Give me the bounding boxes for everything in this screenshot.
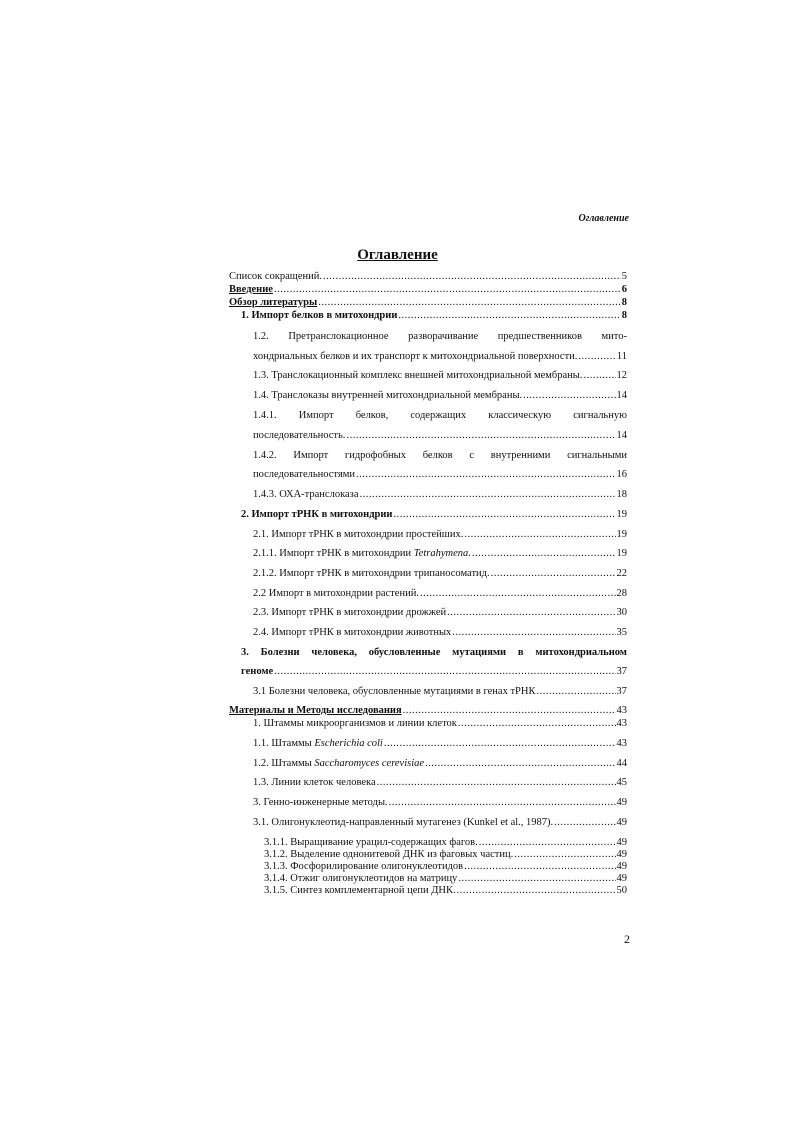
toc-entry: 3.1. Олигонуклеотид-направленный мутагенез (Kunkel et al., 1987). ..... 49 — [253, 816, 627, 829]
toc-entry: 3.1.3. Фосфорилирование олигонуклеотидов ..... 49 — [264, 860, 627, 873]
toc-entry: хондриальных белков и их транспорт к митохондриальной поверхности. ..... 11 — [253, 350, 627, 363]
page-number: 2 — [624, 932, 630, 946]
toc-entry: 1. Штаммы микроорганизмов и линии клеток ..... 43 — [253, 717, 627, 730]
toc-entry: 3.1.2. Выделение однонитевой ДНК из фаговых частиц. ..... 49 — [264, 848, 627, 861]
toc-entry: 1.3. Транслокационный комплекс внешней митохондриальной мембраны. ..... 12 — [253, 369, 627, 382]
toc-entry: 1.2. Штаммы Saccharomyces cerevisiae ..... 44 — [253, 757, 627, 770]
toc-entry: последовательность. ..... 14 — [253, 429, 627, 442]
toc-entry-line: 1.4.2. Импорт гидрофобных белков с внутренними сигнальными — [253, 450, 627, 461]
toc-entry: Введение ..... 6 — [229, 283, 627, 296]
toc-entry: 1.4.3. ОХА-транслоказа ..... 18 — [253, 488, 627, 501]
toc-entry: Обзор литературы ..... 8 — [229, 296, 627, 309]
toc-entry: последовательностями ..... 16 — [253, 468, 627, 481]
toc-entry: 2.2 Импорт в митохондрии растений. ..... 28 — [253, 587, 627, 600]
toc-entry: 2.1. Импорт тРНК в митохондрии простейших. ..... 19 — [253, 528, 627, 541]
toc-entry: Список сокращений. ..... 5 — [229, 270, 627, 283]
toc-entry: 2.1.1. Импорт тРНК в митохондрии Tetrahymena. ..... 19 — [253, 547, 627, 560]
toc-entry: 3.1.1. Выращивание урацил-содержащих фагов. ..... 49 — [264, 836, 627, 849]
toc-entry: геноме ..... 37 — [241, 665, 627, 678]
toc-entry: 1.1. Штаммы Escherichia coli ..... 43 — [253, 737, 627, 750]
toc-entry-line: 3. Болезни человека, обусловленные мутациями в митохондриальном — [241, 647, 627, 658]
toc-entry: 3.1.5. Синтез комплементарной цепи ДНК. ..... 50 — [264, 884, 627, 897]
toc-entry-line: 1.2. Претранслокационное разворачивание предшественников мито- — [253, 331, 627, 342]
toc-entry: 1.3. Линии клеток человека ..... 45 — [253, 776, 627, 789]
toc-entry: 2.1.2. Импорт тРНК в митохондрии трипаносоматид. ..... 22 — [253, 567, 627, 580]
toc-entry: 3.1.4. Отжиг олигонуклеотидов на матрицу ..... 49 — [264, 872, 627, 885]
page-title: Оглавление — [357, 247, 438, 263]
toc-entry-line: 1.4.1. Импорт белков, содержащих классическую сигнальную — [253, 410, 627, 421]
toc-entry: 2.4. Импорт тРНК в митохондрии животных ..... 35 — [253, 626, 627, 639]
toc-entry: 1.4. Транслоказы внутренней митохондриальной мембраны. ..... 14 — [253, 389, 627, 402]
toc-entry: 2. Импорт тРНК в митохондрии ..... 19 — [241, 508, 627, 521]
toc-entry: 1. Импорт белков в митохондрии ..... 8 — [241, 309, 627, 322]
running-header: Оглавление — [578, 213, 629, 224]
toc-entry: 2.3. Импорт тРНК в митохондрии дрожжей ..... 30 — [253, 606, 627, 619]
toc-entry: 3.1 Болезни человека, обусловленные мутациями в генах тРНК ..... 37 — [253, 685, 627, 698]
toc-entry: Материалы и Методы исследования ..... 43 — [229, 704, 627, 717]
toc-entry: 3. Генно-инженерные методы. ..... 49 — [253, 796, 627, 809]
